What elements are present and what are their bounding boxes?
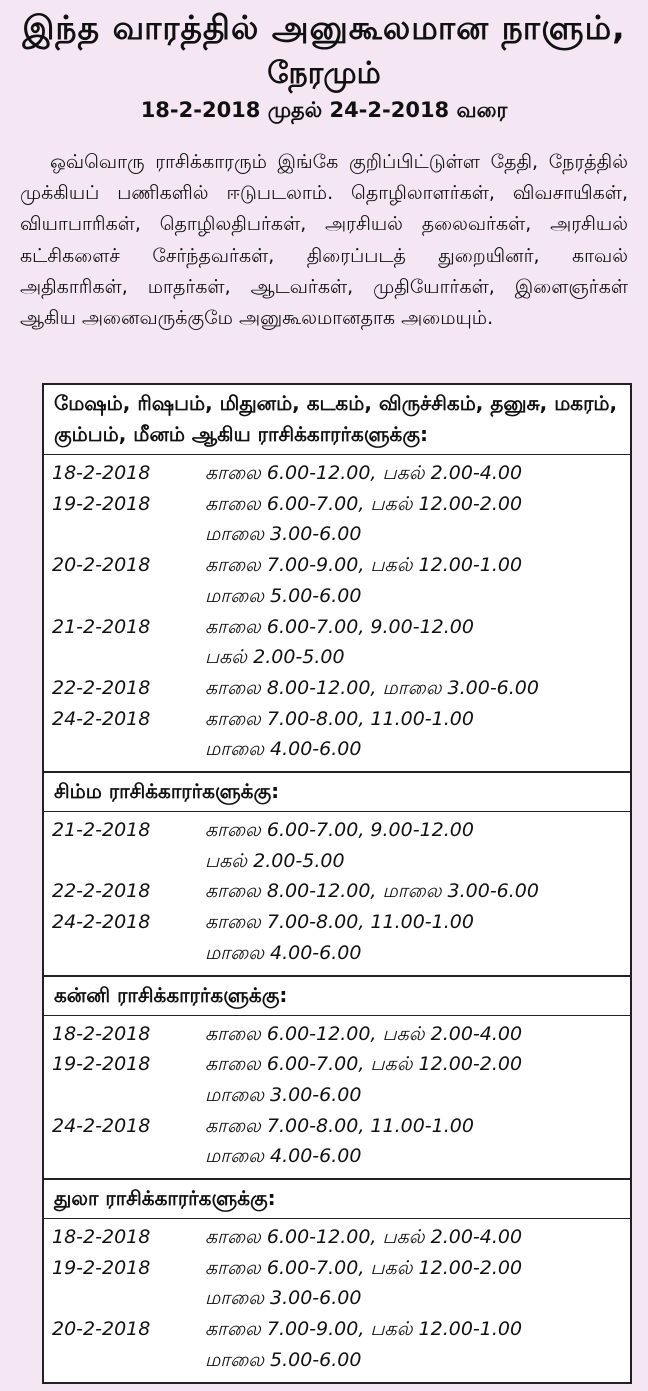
date-cell [44, 734, 205, 765]
rasi-heading: துலா ராசிக்காரர்களுக்கு: [44, 1180, 630, 1219]
time-cell: மாலை 4.00-6.00 [205, 1145, 362, 1168]
date-cell: 21-2-2018 [52, 615, 151, 638]
table-row [44, 1019, 630, 1050]
rasi-heading: கன்னி ராசிக்காரர்களுக்கு: [44, 977, 630, 1016]
rasi-section [44, 773, 630, 977]
intro-paragraph: ஒவ்வொரு ராசிக்காரரும் இங்கே குறிப்பிட்டுள்ள தேதி, நேரத்தில் முக்கியப் பணிகளில் ஈடுபடலாம். தொழிலாளர்கள், விவசாயிகள், வியாபாரிகள், தொழிலதிபர்கள், அரசியல் தலைவர்கள், அரசியல் கட்சிகளைச் சேர்ந்தவர்கள், திரைப்படத் துறையினர், காவல் அதிகாரிகள், மாதர்கள், ஆடவர்கள், முதியோர்கள், இளைஞர்கள் ஆகிய அனைவருக்குமே அனுகூலமானதாக அமையும். [20, 151, 628, 330]
time-cell: காலை 7.00-8.00, 11.00-1.00 [205, 707, 474, 730]
table-row [44, 734, 630, 765]
date-cell [44, 1283, 205, 1314]
page-title: இந்த வாரத்தில் அனுகூலமான நாளும், [22, 8, 626, 47]
table-row [44, 876, 630, 907]
time-cell: காலை 6.00-7.00, பகல் 12.00-2.00 [205, 1053, 523, 1076]
auspicious-times-table [42, 383, 632, 1384]
date-cell [44, 1080, 205, 1111]
date-cell [44, 938, 205, 969]
table-row [44, 1049, 630, 1080]
time-cell: மாலை 5.00-6.00 [205, 584, 362, 607]
table-row [44, 938, 630, 969]
time-cell: காலை 6.00-12.00, பகல் 2.00-4.00 [205, 1022, 523, 1045]
date-cell: 18-2-2018 [52, 1226, 151, 1249]
date-cell [44, 1345, 205, 1376]
time-cell: காலை 8.00-12.00, மாலை 3.00-6.00 [205, 880, 539, 903]
date-cell [44, 846, 205, 877]
date-cell: 24-2-2018 [52, 911, 151, 934]
table-row [44, 1345, 630, 1376]
time-cell: காலை 7.00-8.00, 11.00-1.00 [205, 1114, 474, 1137]
rasi-heading: சிம்ம ராசிக்காரர்களுக்கு: [44, 773, 630, 812]
time-cell: மாலை 3.00-6.00 [205, 523, 362, 546]
time-cell: பகல் 2.00-5.00 [205, 849, 345, 872]
table-row [44, 846, 630, 877]
table-row [44, 1314, 630, 1345]
date-cell: 21-2-2018 [52, 819, 151, 842]
time-cell: காலை 7.00-9.00, பகல் 12.00-1.00 [205, 1318, 523, 1341]
table-row [44, 907, 630, 938]
date-cell: 18-2-2018 [52, 1022, 151, 1045]
table-row [44, 581, 630, 612]
time-cell: பகல் 2.00-5.00 [205, 646, 345, 669]
date-cell: 22-2-2018 [52, 880, 151, 903]
time-cell: மாலை 3.00-6.00 [205, 1287, 362, 1310]
date-cell [44, 519, 205, 550]
table-row [44, 1222, 630, 1253]
section-body [44, 812, 630, 975]
table-row [44, 550, 630, 581]
table-row [44, 1283, 630, 1314]
table-row [44, 673, 630, 704]
table-row [44, 612, 630, 643]
date-cell: 20-2-2018 [52, 554, 151, 577]
table-row [44, 704, 630, 735]
date-cell: 22-2-2018 [52, 676, 151, 699]
rasi-section [44, 385, 630, 773]
time-cell: காலை 6.00-7.00, 9.00-12.00 [205, 819, 474, 842]
date-cell: 24-2-2018 [52, 707, 151, 730]
time-cell: காலை 6.00-7.00, 9.00-12.00 [205, 615, 474, 638]
time-cell: காலை 6.00-12.00, பகல் 2.00-4.00 [205, 1226, 523, 1249]
table-row [44, 458, 630, 489]
time-cell: காலை 7.00-9.00, பகல் 12.00-1.00 [205, 554, 523, 577]
table-row [44, 1141, 630, 1172]
date-cell: 20-2-2018 [52, 1318, 151, 1341]
time-cell: மாலை 4.00-6.00 [205, 738, 362, 761]
date-cell: 19-2-2018 [52, 1053, 151, 1076]
section-body [44, 455, 630, 771]
time-cell: காலை 6.00-12.00, பகல் 2.00-4.00 [205, 462, 523, 484]
date-cell [44, 1141, 205, 1172]
table-row [44, 1253, 630, 1284]
table-row [44, 1080, 630, 1111]
rasi-heading: மேஷம், ரிஷபம், மிதுனம், கடகம், விருச்சிகம், தனுசு, மகரம், கும்பம், மீனம் ஆகிய ராசிக்காரர்களுக்கு: [44, 385, 630, 455]
date-cell [44, 642, 205, 673]
date-range-subtitle: 18-2-2018 முதல் 24-2-2018 வரை [140, 98, 508, 122]
date-cell: 19-2-2018 [52, 492, 151, 515]
date-cell: 18-2-2018 [52, 462, 151, 484]
time-cell: காலை 6.00-7.00, பகல் 12.00-2.00 [205, 492, 523, 515]
time-cell: மாலை 5.00-6.00 [205, 1348, 362, 1371]
date-cell: 24-2-2018 [52, 1114, 151, 1137]
table-row [44, 642, 630, 673]
page-title-line2: நேரமும் [267, 56, 381, 91]
table-row [44, 519, 630, 550]
table-row [44, 489, 630, 520]
time-cell: காலை 8.00-12.00, மாலை 3.00-6.00 [205, 676, 539, 699]
time-cell: மாலை 4.00-6.00 [205, 941, 362, 964]
rasi-section [44, 977, 630, 1181]
time-cell: மாலை 3.00-6.00 [205, 1083, 362, 1106]
section-body [44, 1219, 630, 1382]
time-cell: காலை 7.00-8.00, 11.00-1.00 [205, 911, 474, 934]
table-row [44, 1111, 630, 1142]
table-row [44, 815, 630, 846]
rasi-section [44, 1180, 630, 1384]
section-body [44, 1016, 630, 1179]
time-cell: காலை 6.00-7.00, பகல் 12.00-2.00 [205, 1256, 523, 1279]
date-cell: 19-2-2018 [52, 1256, 151, 1279]
date-cell [44, 581, 205, 612]
